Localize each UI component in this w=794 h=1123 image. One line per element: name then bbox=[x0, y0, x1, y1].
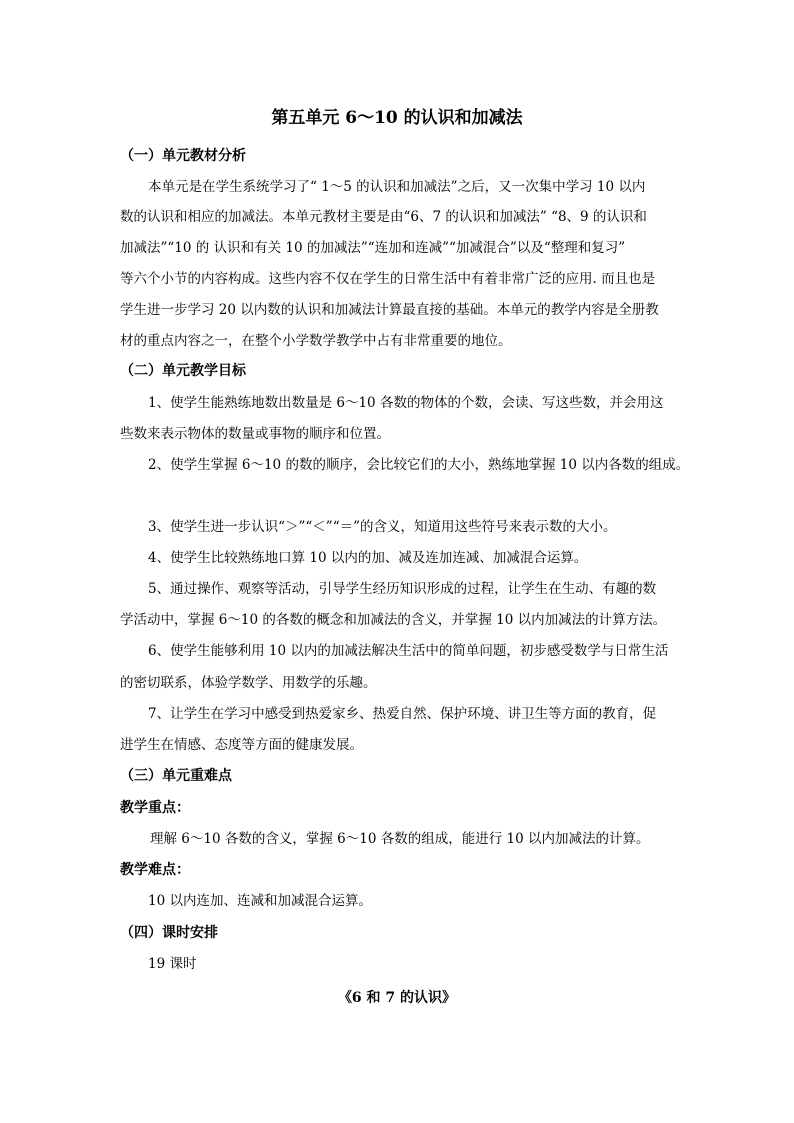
schedule-text: 19 课时 bbox=[148, 956, 197, 972]
analysis-line: 等六个小节的内容构成。这些内容不仅在学生的日常生活中有着非常广泛的应用. 而且也是 bbox=[120, 271, 656, 287]
difficult-points-text: 10 以内连加、连减和加减混合运算。 bbox=[148, 893, 372, 909]
goal-line: 学活动中，掌握 6～10 的各数的概念和加减法的含义，并掌握 10 以内加减法的计算方法。 bbox=[120, 612, 667, 628]
difficult-points-label: 教学难点： bbox=[120, 862, 190, 878]
section-heading-key-difficult: （三）单元重难点 bbox=[120, 768, 232, 784]
section-heading-analysis: （一）单元教材分析 bbox=[120, 148, 246, 164]
section-heading-schedule: （四）课时安排 bbox=[120, 925, 218, 941]
analysis-line: 材的重点内容之一，在整个小学数学教学中占有非常重要的地位。 bbox=[120, 333, 512, 349]
next-lesson-title: 《6 和 7 的认识》 bbox=[337, 990, 457, 1006]
analysis-line: 本单元是在学生系统学习了“ 1～5 的认识和加减法”之后，又一次集中学习 10 以内 bbox=[148, 179, 646, 195]
goal-line: 6、使学生能够利用 10 以内的加减法解决生活中的简单问题，初步感受数学与日常生活 bbox=[148, 643, 669, 659]
goal-line: 4、使学生比较熟练地口算 10 以内的加、减及连加连减、加减混合运算。 bbox=[148, 550, 588, 566]
goal-line: 7、让学生在学习中感受到热爱家乡、热爱自然、保护环境、讲卫生等方面的教育，促 bbox=[148, 706, 657, 722]
section-heading-goals: （二）单元教学目标 bbox=[120, 363, 246, 379]
goal-line: 5、通过操作、观察等活动，引导学生经历知识形成的过程，让学生在生动、有趣的数 bbox=[148, 581, 657, 597]
analysis-line: 数的认识和相应的加减法。本单元教材主要是由“6、7 的认识和加减法” “8、9 的认识和 bbox=[120, 209, 647, 225]
key-points-text: 理解 6～10 各数的含义，掌握 6～10 各数的组成，能进行 10 以内加减法的计算。 bbox=[150, 831, 650, 847]
unit-title: 第五单元 6～10 的认识和加减法 bbox=[271, 108, 523, 128]
analysis-line: 学生进一步学习 20 以内数的认识和加减法计算最直接的基础。本单元的教学内容是全册教 bbox=[120, 302, 659, 318]
goal-line: 2、使学生掌握 6～10 的数的顺序，会比较它们的大小，熟练地掌握 10 以内各数的组成。 bbox=[148, 457, 690, 473]
analysis-line: 加减法”“10 的 认识和有关 10 的加减法”“连加和连减”“加减混合”以及“整理和复习” bbox=[120, 240, 626, 256]
goal-line: 1、使学生能熟练地数出数量是 6～10 各数的物体的个数，会读、写这些数，并会用这 bbox=[148, 395, 664, 411]
key-points-label: 教学重点： bbox=[120, 800, 190, 816]
goal-line: 的密切联系，体验学数学、用数学的乐趣。 bbox=[120, 675, 377, 691]
goal-line: 些数来表示物体的数量或事物的顺序和位置。 bbox=[120, 426, 390, 442]
goal-line: 进学生在情感、态度等方面的健康发展。 bbox=[120, 737, 363, 753]
goal-line: 3、使学生进一步认识“＞”“＜”“＝”的含义，知道用这些符号来表示数的大小。 bbox=[148, 519, 617, 535]
